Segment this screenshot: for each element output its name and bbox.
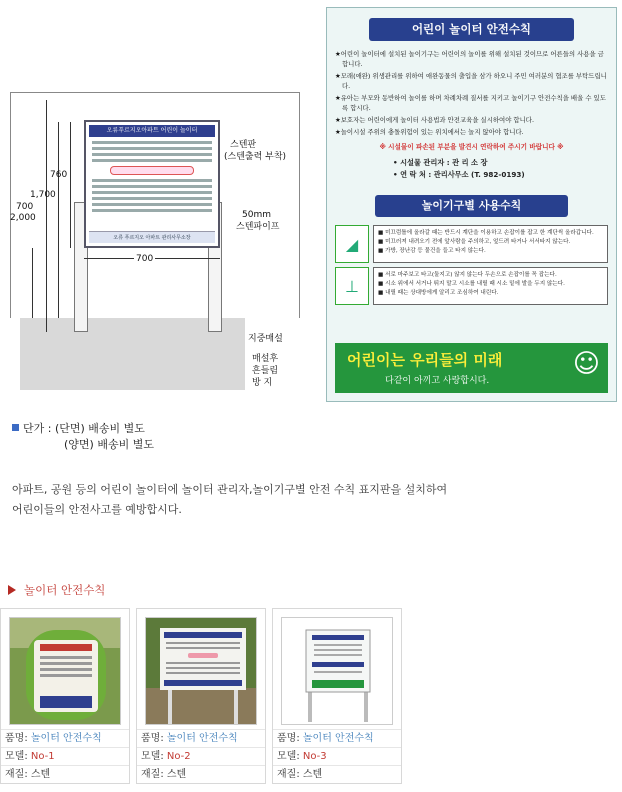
price-double: (양면) 배송비 별도 <box>64 438 154 451</box>
triangle-right-icon <box>8 585 16 595</box>
product-material: 스텐 <box>302 769 323 780</box>
label-panel: 스텐판 <box>230 140 257 150</box>
dim-700-vertical: 700 <box>16 202 34 212</box>
product-card[interactable]: 품명: 놀이터 안전수칙 모델: No-2 재질: 스텐 <box>136 608 266 784</box>
label-after-bury: 매설후 <box>252 354 279 364</box>
product-card[interactable]: 품명: 놀이터 안전수칙 모델: No-3 재질: 스텐 <box>272 608 402 784</box>
banner-main-text: 어린이는 우리들의 미래 <box>347 351 503 369</box>
product-material: 스텐 <box>166 769 187 780</box>
manager-info: • 시설물 관리자 : 관 리 소 장 <box>393 158 488 167</box>
product-model: No-1 <box>30 751 55 762</box>
price-info <box>12 421 154 453</box>
product-model: No-3 <box>302 751 327 762</box>
product-name[interactable]: 놀이터 안전수칙 <box>30 733 102 744</box>
rule-item: ★어린이 놀이터에 설치된 놀이기구는 어린이의 놀이를 위해 설치된 것이므로 어른들의 사용을 금합니다. <box>335 50 604 68</box>
product-thumbnail[interactable] <box>9 617 121 725</box>
product-thumbnail[interactable] <box>281 617 393 725</box>
product-material: 스텐 <box>30 769 51 780</box>
label-panel-sub: (스텐출력 부착) <box>224 152 287 162</box>
children-illustration-icon: ☺ <box>572 349 600 379</box>
dim-2000: 2,000 <box>10 213 36 223</box>
safety-rules-poster <box>326 7 617 402</box>
banner-sub-text: 다같이 아끼고 사랑합시다. <box>385 376 490 386</box>
label-prevent: 방 지 <box>252 378 273 388</box>
product-thumbnail[interactable] <box>145 617 257 725</box>
sign-footer: 오류 푸르지오 아파트 관리사무소장 <box>89 231 215 243</box>
slide-rules: ◢ ■ 미끄럼틀에 올라갈 때는 반드시 계단을 이용하고 손잡이를 잡고 한 계단씩 올라갑니다. ■ 미끄러져 내려오기 전에 앞사람을 주의하고, 엎드려 타거나 서서타지 않는다. ■ 가방, 장난감 등 물건을 들고 타지 않는다. <box>335 225 608 263</box>
label-foundation: 지중매설 <box>248 334 283 344</box>
product-card[interactable]: 품명: 놀이터 안전수칙 모델: No-1 재질: 스텐 <box>0 608 130 784</box>
slide-icon: ◢ <box>335 225 369 263</box>
label-pipe: 50mm <box>242 210 271 220</box>
rule-item: ★유아는 부모와 동반하여 놀이를 하며 차례차례 질서를 지키고 놀이기구 안전수칙을 배울 수 있도록 합시다. <box>335 94 606 112</box>
poster-banner <box>335 343 608 393</box>
equipment-rules-title: 놀이기구별 사용수칙 <box>375 195 568 217</box>
damage-warning: ※ 시설물이 파손된 부분을 발견시 연락하여 주시기 바랍니다 ※ <box>379 143 564 151</box>
seesaw-rules: ⊥ ■ 서로 마주보고 타고(둘지고) 않지 않는다 두손으로 손잡이를 꼭 잡는다. ■ 시소 위에서 서거나 뛰지 말고 시소를 내릴 때 시소 밑에 발을 두지 않는다. ■ 내릴 때는 상대방에게 알리고 조심하여 내린다. <box>335 267 608 305</box>
section-title: 놀이터 안전수칙 <box>8 582 105 598</box>
dim-width-700: 700 <box>136 254 154 264</box>
product-name[interactable]: 놀이터 안전수칙 <box>166 733 238 744</box>
bullet-square-icon <box>12 424 19 431</box>
installation-diagram <box>8 92 308 392</box>
rule-item: ★보호자는 어린이에게 놀이터 사용법과 안전교육을 실시하여야 합니다. <box>335 116 534 124</box>
seesaw-icon: ⊥ <box>335 267 369 305</box>
price-single: 단가 : (단면) 배송비 별도 <box>23 422 145 435</box>
sign-title: 오류푸르지오아파트 어린이 놀이터 <box>89 125 215 137</box>
product-description: 아파트, 공원 등의 어린이 놀이터에 놀이터 관리자,놀이기구별 안전 수칙 표지판을 설치하여 어린이들의 안전사고를 예방합시다. <box>12 483 448 516</box>
dim-1700: 1,700 <box>30 190 56 200</box>
poster-rules <box>335 49 608 137</box>
product-model: No-2 <box>166 751 191 762</box>
rule-item: ★놀이시설 주위의 충돌위험이 있는 위치에서는 놀지 않아야 합니다. <box>335 128 524 136</box>
label-shake: 흔들림 <box>252 366 279 376</box>
label-pipe-sub: 스텐파이프 <box>236 222 280 232</box>
rule-item: ★모래(애완) 위생관리를 위하여 애완동물의 출입을 삼가 하오니 주민 여러분의 협조를 부탁드립니다. <box>335 72 607 90</box>
dim-760: 760 <box>50 170 68 180</box>
sign-panel-drawing <box>84 120 220 248</box>
product-name[interactable]: 놀이터 안전수칙 <box>302 733 374 744</box>
poster-title: 어린이 놀이터 안전수칙 <box>369 18 574 41</box>
contact-info: • 연 락 처 : 관리사무소 (T. 982-0193) <box>393 170 525 179</box>
